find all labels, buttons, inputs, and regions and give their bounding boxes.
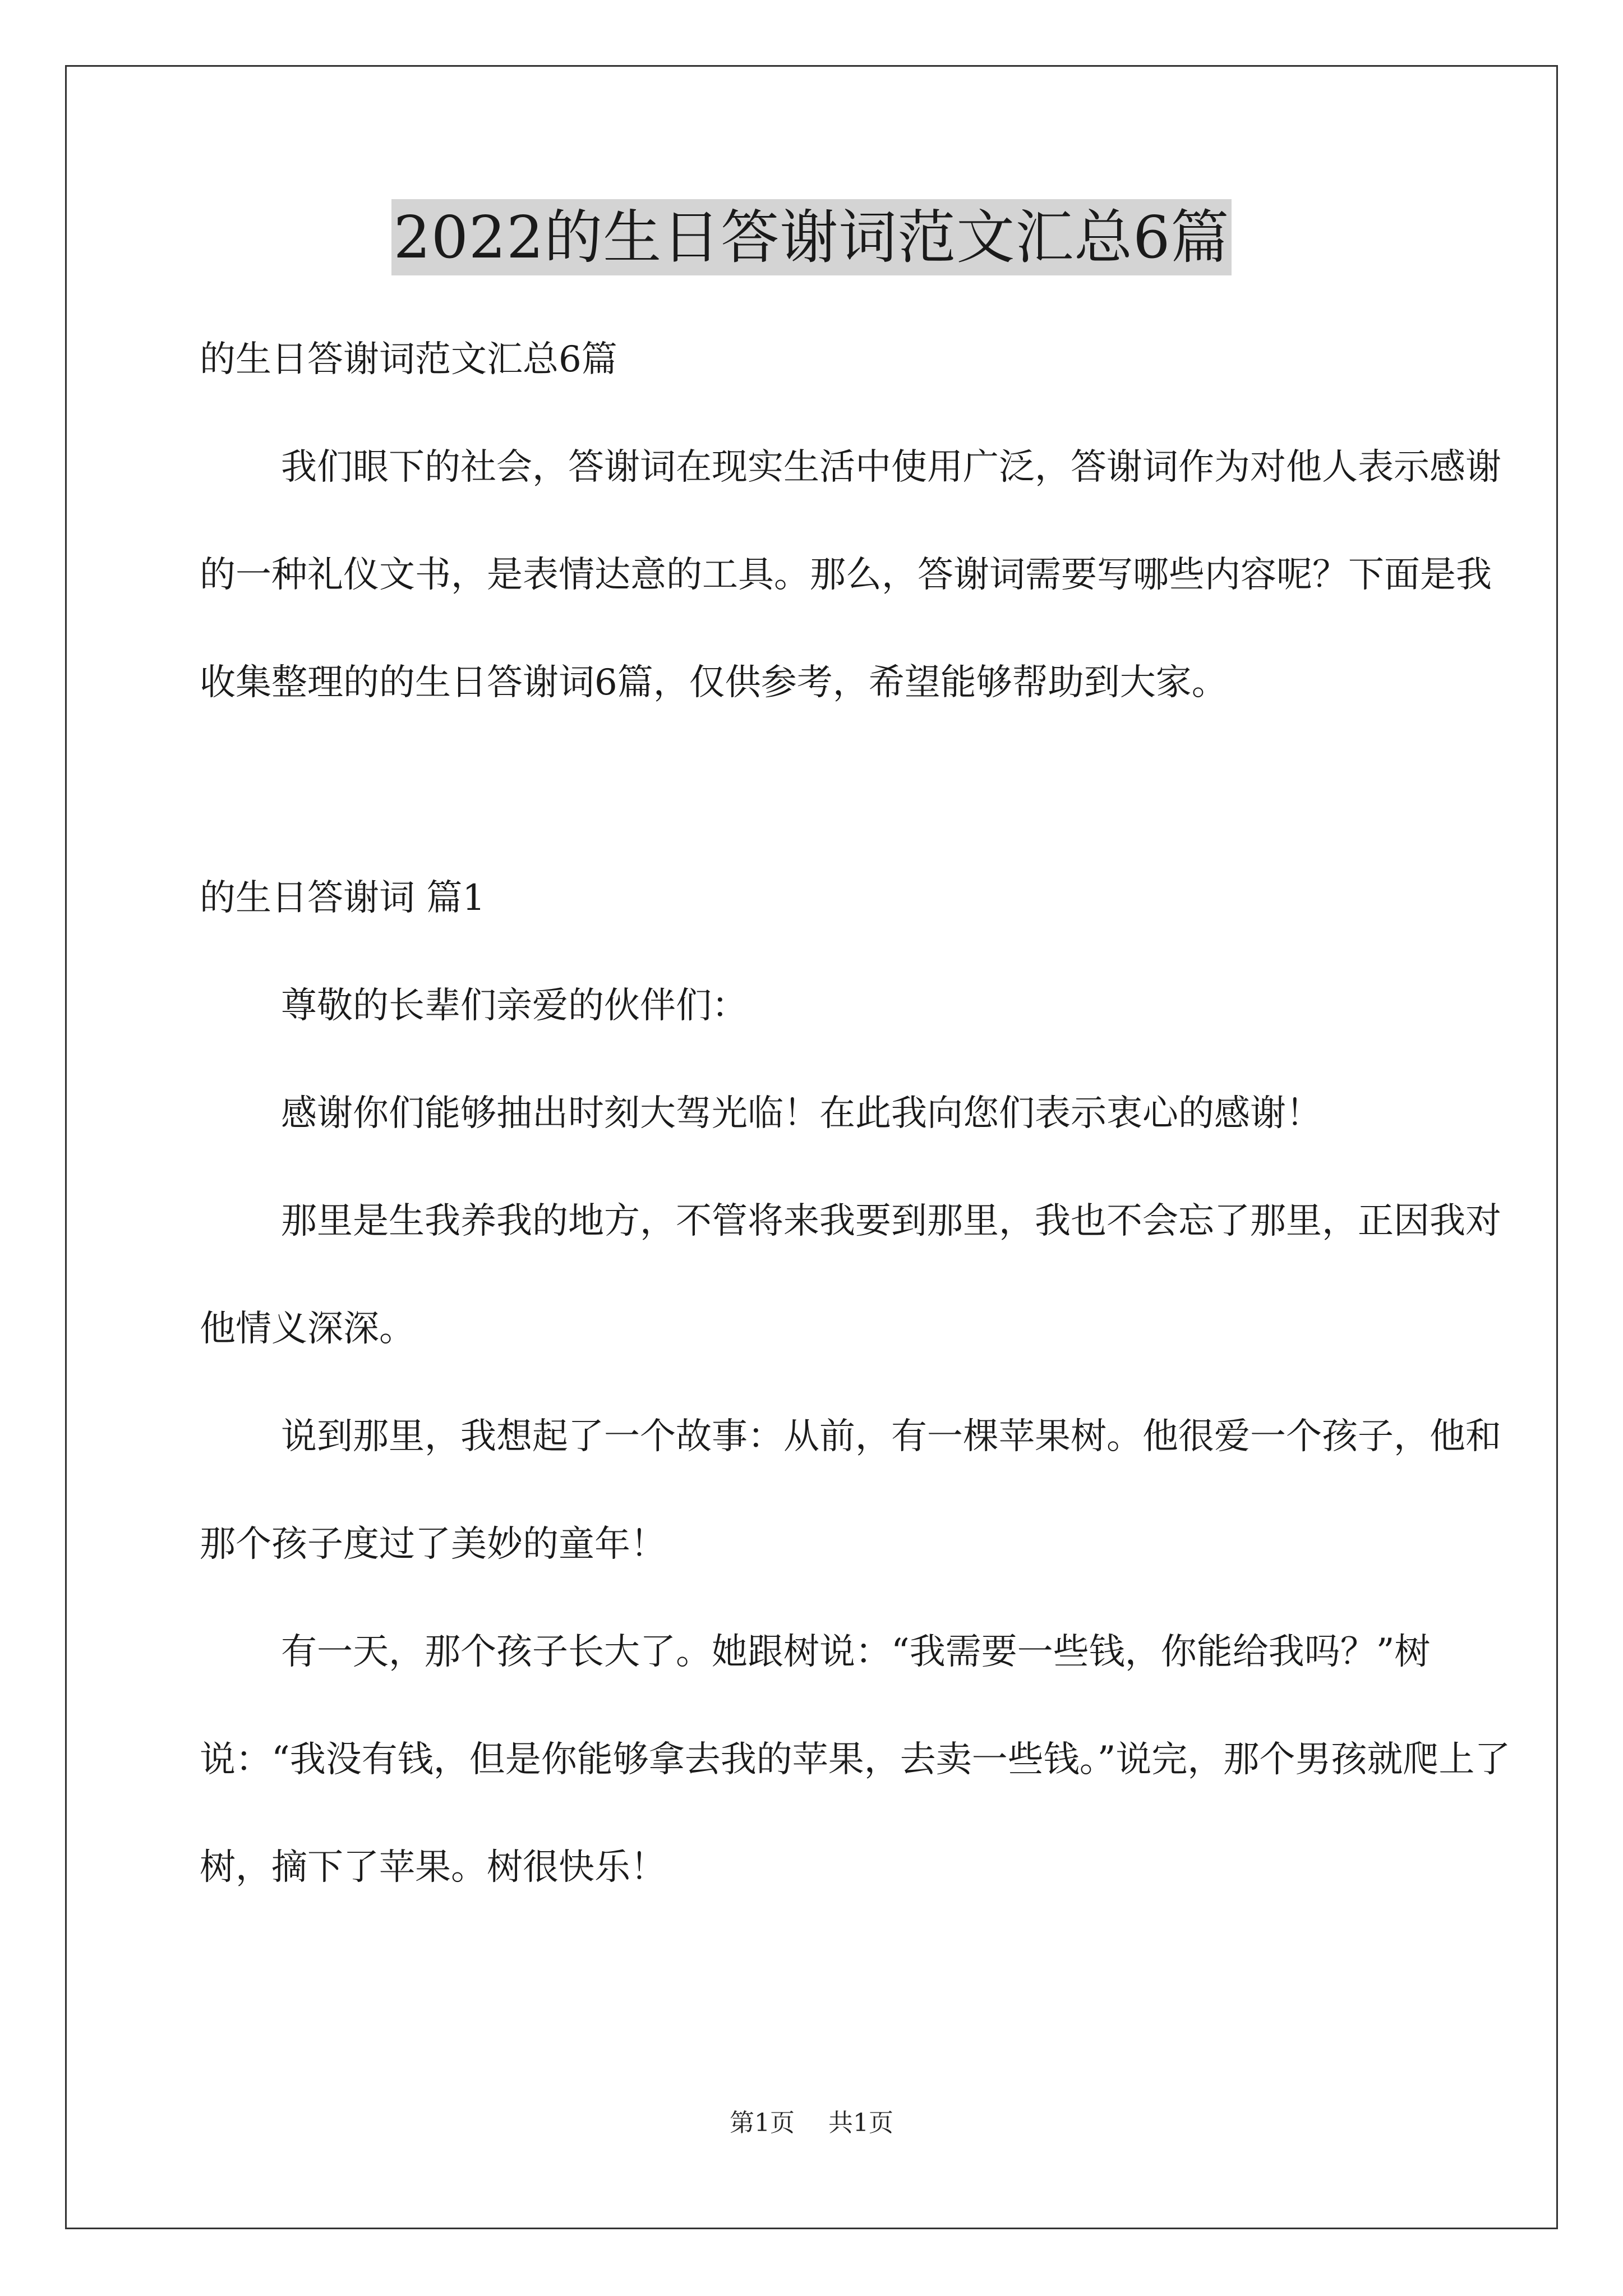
page-number: 第1页 [730, 2109, 795, 2137]
page-footer [0, 2106, 1623, 2140]
document-subtitle: 的生日答谢词范文汇总6篇 [200, 339, 617, 380]
title-container [0, 199, 1623, 275]
document-body [200, 306, 1512, 1921]
body-paragraph: 那里是生我养我的地方，不管将来我要到那里，我也不会忘了那里，正因我对他情义深深。 [200, 1200, 1501, 1350]
body-paragraph: 尊敬的长辈们亲爱的伙伴们： [281, 985, 748, 1027]
intro-paragraph: 我们眼下的社会，答谢词在现实生活中使用广泛，答谢词作为对他人表示感谢的一种礼仪文书，是表情达意的工具。那么，答谢词需要写哪些内容呢？下面是我收集整理的的生日答谢词6篇，仅供参考，希望能够帮助到大家。 [200, 447, 1501, 703]
body-paragraph: 说到那里，我想起了一个故事：从前，有一棵苹果树。他很爱一个孩子，他和那个孩子度过了美妙的童年！ [200, 1416, 1501, 1565]
page-total: 共1页 [828, 2109, 893, 2137]
document-title: 2022的生日答谢词范文汇总6篇 [391, 199, 1232, 275]
section-heading: 的生日答谢词 篇1 [200, 877, 486, 919]
body-paragraph: 感谢你们能够抽出时刻大驾光临！在此我向您们表示衷心的感谢！ [281, 1093, 1322, 1134]
body-paragraph: 有一天，那个孩子长大了。她跟树说：“我需要一些钱，你能给我吗？”树说：“我没有钱，但是你能够拿去我的苹果，去卖一些钱。”说完，那个男孩就爬上了树，摘下了苹果。树很快乐！ [200, 1631, 1511, 1888]
